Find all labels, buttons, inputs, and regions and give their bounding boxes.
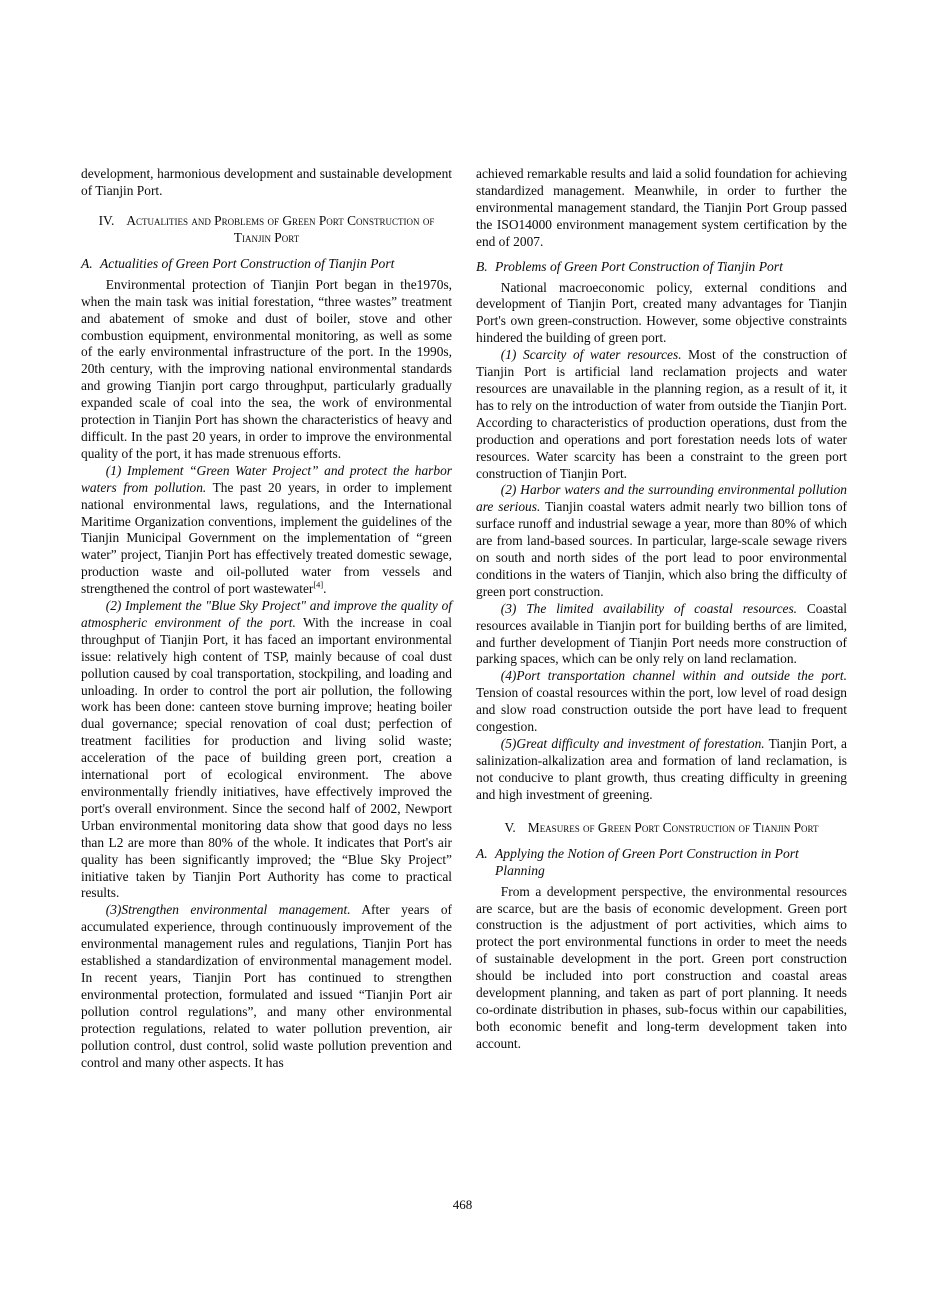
item-tail: .: [323, 581, 327, 597]
subsection-heading-a2: [476, 845, 847, 879]
item-lead: (2) Implement the "Blue Sky Project" and improve the quality of atmospheric environment of the port.: [81, 598, 452, 630]
subsection-label: B.: [476, 258, 488, 274]
section-title: Measures of Green Port Construction of Tianjin Port: [527, 819, 819, 835]
right-column: [476, 166, 847, 1053]
list-item-2-blue-sky: [81, 598, 452, 902]
item-body: Coastal resources available in Tianjin port for building berths of are limited, and further development of Tianjin Port needs more construction of parking spaces, which can be only rely on land reclamation.: [476, 600, 847, 667]
citation-marker: [4]: [313, 580, 324, 590]
list-item-2-harbor-pollution: [476, 482, 847, 600]
list-item-3-strengthen-management: [81, 902, 452, 1071]
subsection-title: Actualities of Green Port Construction of Tianjin Port: [100, 255, 395, 271]
subsection-title: Problems of Green Port Construction of Tianjin Port: [495, 258, 783, 274]
item-lead: (3)Strengthen environmental management.: [105, 902, 351, 918]
paragraph-text: Environmental protection of Tianjin Port began in the1970s, when the main task was initial forestation, “three wastes” treatment and abatement of smoke and dust of boiler, stove and other combustion equipment, environmental monitoring, as well as some of the early environmental infrastructure of the port. In the 1990s, 20th century, with the improving national environmental standards and growing Tianjin port cargo throughput, particularly gradually expanded scale of coal into the sea, the work of environmental protection in Tianjin Port has shown the characteristics of heavy and difficult. In the past 20 years, in order to improve the environmental quality of the port, it has made strenuous efforts.: [81, 276, 452, 461]
paragraph-continuation: [81, 166, 452, 200]
item-lead: (1) Implement “Green Water Project” and protect the harbor waters from pollution.: [81, 462, 452, 495]
left-column: [81, 166, 452, 1071]
subsection-heading-a: [81, 255, 452, 272]
paragraph-text: development, harmonious development and sustainable development of Tianjin Port.: [81, 166, 452, 198]
paragraph-measures-planning: [476, 884, 847, 1053]
item-body: Tianjin coastal waters admit nearly two billion tons of surface runoff and industrial sewage a year, more than 80% of which are from land-based sources. In particular, large-scale sewage rivers on south and north sides of the port lead to poor environmental conditions in the waters of Tianjin, which also bring the difficulty of green port construction.: [476, 499, 847, 599]
paragraph-text: achieved remarkable results and laid a solid foundation for achieving standardized management. Meanwhile, in order to further the environmental management standard, the Tianjin Port Group passed the ISO14000 environment management system certification by the end of 2007.: [476, 166, 847, 249]
section-heading-v: [484, 819, 839, 836]
paragraph-text: National macroeconomic policy, external conditions and development of Tianjin Port, created many advantages for Tianjin Port's own green-construction. However, some objective constraints hindered the building of green port.: [476, 279, 847, 346]
subsection-heading-b: [476, 258, 847, 275]
item-lead: (1) Scarcity of water resources.: [500, 347, 682, 363]
paragraph-problems-intro: [476, 280, 847, 348]
subsection-label: A.: [476, 845, 488, 861]
paragraph-text: From a development perspective, the environmental resources are scarce, but are the basis of economic development. Green port construction is the adjustment of port activities, which aims to protect the port environmental functions in order to meet the needs of sustainable development in the port. Green port construction should be included into port construction and coastal areas development planning, and taken as part of port planning. It needs co-ordinate distribution in phases, sub-focus within our capabilities, both economic benefit and long-term development taken into account.: [476, 883, 847, 1051]
item-body: After years of accumulated experience, through continuously improvement of the environmental management rules and regulations, Tianjin Port has established a standardization of environmental management model. In recent years, Tianjin Port has continued to strengthen environmental protection, formulated and issued “Tianjin Port air pollution control regulations”, and many other environmental protection regulations, related to water pollution prevention, air pollution control, dust control, solid waste pollution prevention and control and many other aspects. It has: [81, 902, 453, 1070]
section-title: Actualities and Problems of Green Port Construction of Tianjin Port: [126, 212, 435, 245]
list-item-3-coastal-resources: [476, 601, 847, 669]
section-heading-iv: [89, 212, 444, 246]
item-body: With the increase in coal throughput of Tianjin Port, it has faced an important environmental issue: relatively high content of TSP, mainly because of coal dust pollution caused by coal transportation, stockpiling, and loading and unloading. In order to control the port air pollution, the following work has been done: canteen stove burning improve; heating boiler dual governance; special renovation of coal dust; perfection of treatment facilities for production and living solid waste; acceleration of the pace of building green port, creation a international port of ecological environment. The above environmentally friendly initiatives, have effectively improved the port's overall environment. Since the second half of 2002, Newport Urban environmental monitoring data show that good days no less than L2 are more than 80% of the whole. It indicates that Port's air quality has been significantly improved; the “Blue Sky Project” initiative taken by Tianjin Port Authority has come to practical results.: [81, 614, 452, 901]
page-number: 468: [452, 1197, 473, 1212]
item-body: Tension of coastal resources within the port, low level of road design and slow road construction outside the port have lead to frequent congestion.: [476, 685, 847, 735]
item-lead: (5)Great difficulty and investment of forestation.: [500, 736, 765, 751]
subsection-title: Applying the Notion of Green Port Construction in Port Planning: [495, 845, 799, 878]
item-body: The past 20 years, in order to implement national environmental laws, regulations, and the International Maritime Organization conventions, implement the guidelines of the Tianjin Municipal Government on the implementation of “green water” project, Tianjin Port has effectively treated domestic sewage, production waste and oil-polluted water from vessels and strengthened the control of port wastewater: [81, 479, 453, 597]
paragraph-continuation: [476, 166, 847, 251]
list-item-1-green-water: [81, 463, 452, 598]
item-lead: (2) Harbor waters and the surrounding environmental pollution are serious.: [476, 482, 847, 515]
section-number: IV.: [98, 212, 115, 228]
list-item-1-water-scarcity: [476, 347, 847, 482]
paragraph-actualities-intro: [81, 277, 452, 463]
section-number: V.: [504, 819, 516, 835]
item-lead: (4)Port transportation channel within and outside the port.: [500, 668, 847, 684]
subsection-label: A.: [81, 255, 93, 271]
item-body: Tianjin Port, a salinization-alkalization area and formation of land reclamation, is not conducive to plant growth, thus creating difficulty in greening and high investment of greening.: [476, 736, 847, 802]
item-body: Most of the construction of Tianjin Port is artificial land reclamation projects and water resources are unavailable in the planning region, as a result of it, it has to rely on the introduction of water from outside the Tianjin Port. According to characteristics of production operations, dust from the production and operations and port forestation needs lots of water resources. Water scarcity has been a constraint to the green port construction of Tianjin Port.: [476, 347, 847, 481]
item-lead: (3) The limited availability of coastal resources.: [500, 600, 798, 616]
list-item-5-forestation: [476, 736, 847, 804]
list-item-4-transport-channel: [476, 668, 847, 736]
